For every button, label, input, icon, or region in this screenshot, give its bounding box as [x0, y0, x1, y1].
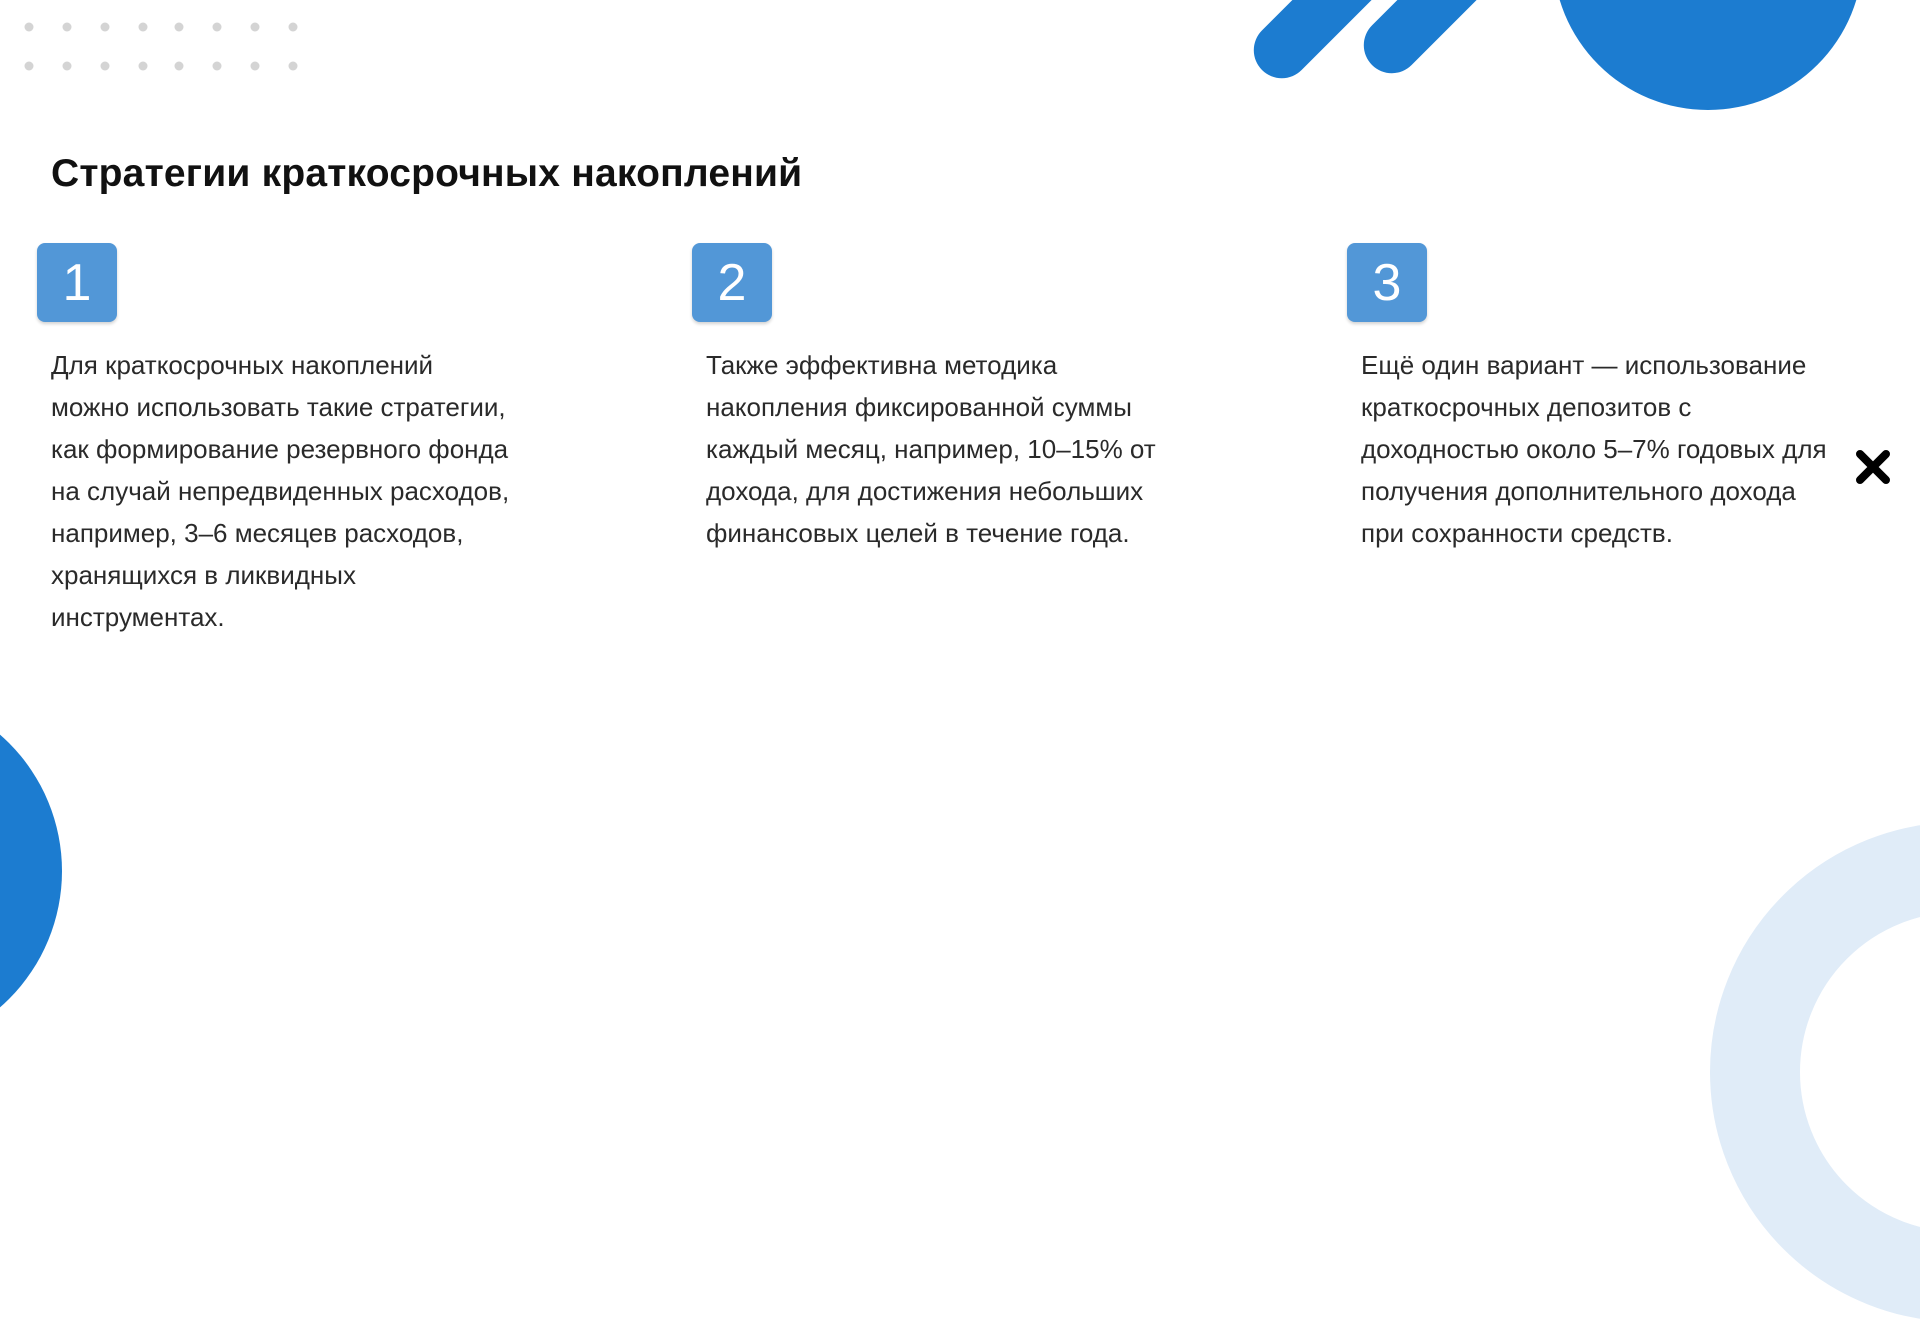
circle-decoration-left — [0, 690, 62, 1052]
close-icon[interactable] — [1853, 447, 1893, 487]
strategy-text: Ещё один вариант — использование краткосрочных депозитов с доходностью около 5–7% годовых для получения дополнительного дохода при сохранности средств. — [1361, 350, 1827, 548]
step-number-badge: 1 — [37, 243, 117, 322]
strategy-card-3 — [1347, 243, 1907, 554]
dot-grid-decoration — [24, 22, 304, 72]
circle-decoration-top — [1553, 0, 1863, 110]
slide-title: Стратегии краткосрочных накоплений — [51, 152, 803, 195]
step-number-badge: 3 — [1347, 243, 1427, 322]
step-number-badge: 2 — [692, 243, 772, 322]
diagonal-stripe-decoration — [1352, 0, 1505, 85]
strategy-card-2 — [692, 243, 1252, 554]
strategy-card-1 — [37, 243, 597, 638]
ring-decoration-bottom-right — [1710, 822, 1920, 1322]
strategy-text: Также эффективна методика накопления фиксированной суммы каждый месяц, например, 10–15% от дохода, для достижения небольших финансовых целей в течение года. — [706, 350, 1156, 548]
strategy-text: Для краткосрочных накоплений можно использовать такие стратегии, как формирование резервного фонда на случай непредвиденных расходов, например, 3–6 месяцев расходов, хранящихся в ликвидных инструментах. — [51, 350, 510, 632]
